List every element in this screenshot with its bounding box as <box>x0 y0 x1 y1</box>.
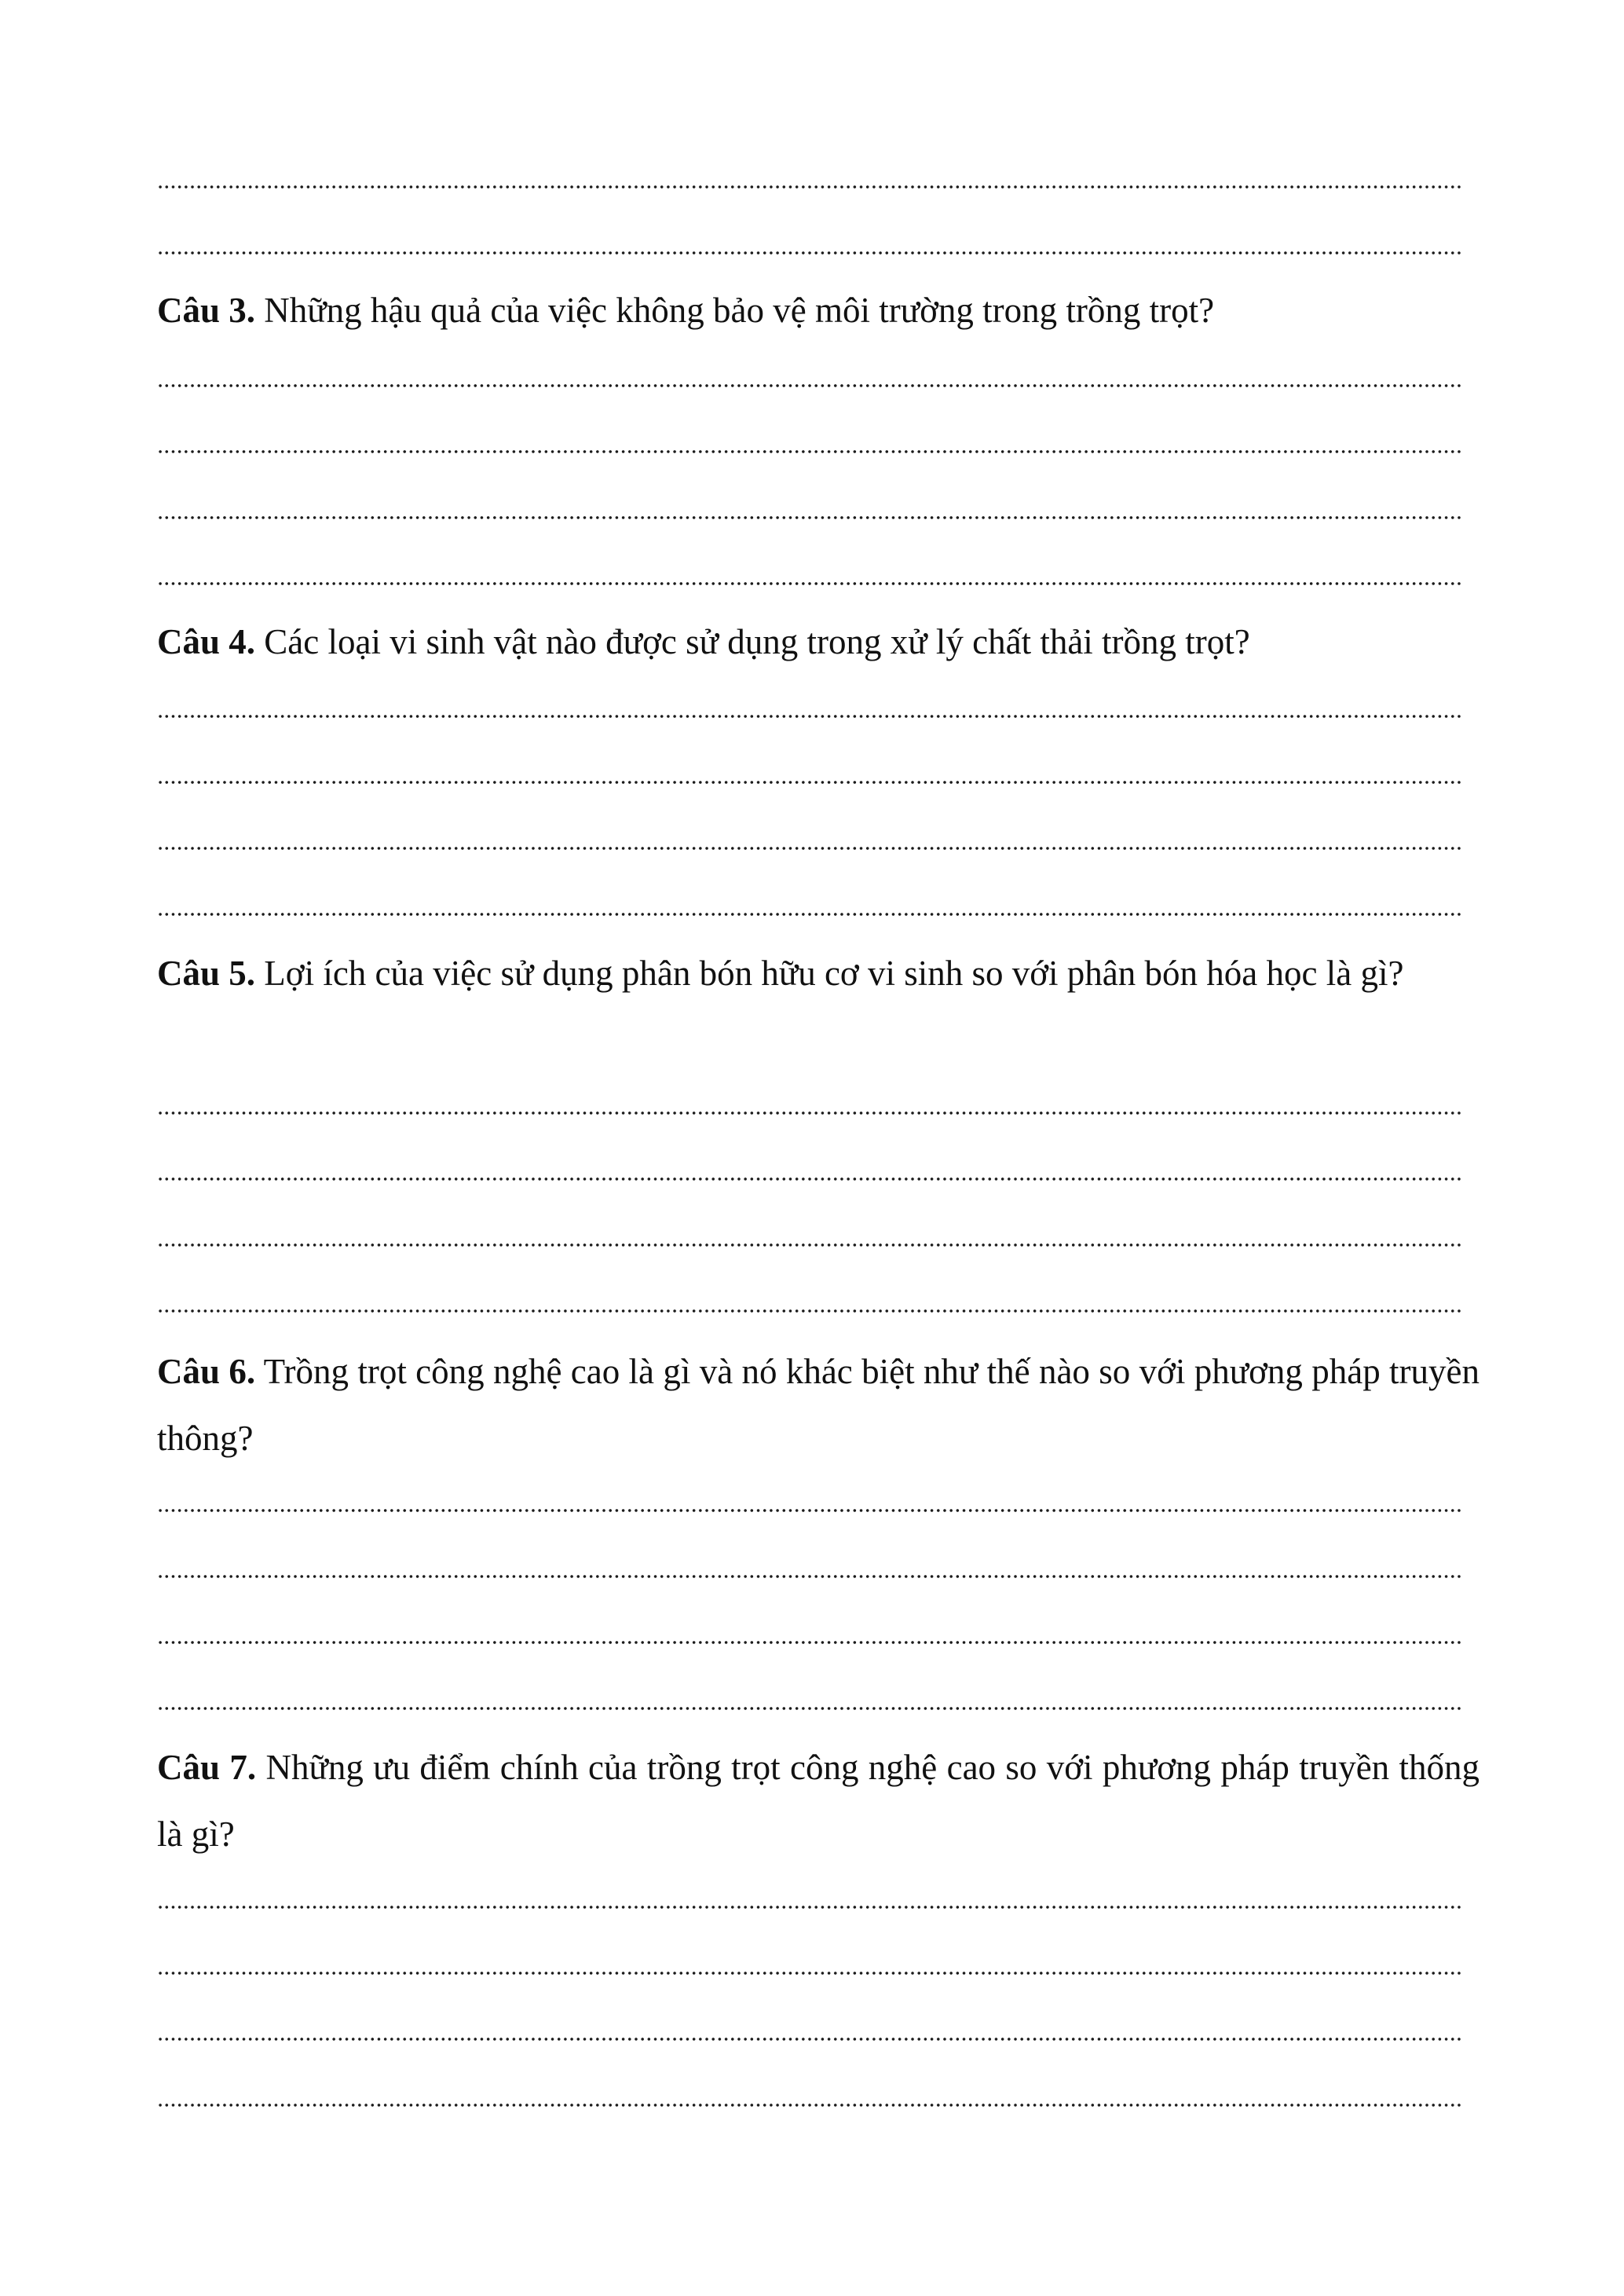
answer-line <box>157 1177 1461 1181</box>
answer-line <box>157 1309 1461 1313</box>
question-label: Câu 5. <box>157 954 256 993</box>
answer-line <box>157 185 1461 189</box>
answer-line <box>157 847 1461 850</box>
answer-line <box>157 2104 1461 2107</box>
question-6 <box>157 1338 1480 1472</box>
question-label: Câu 7. <box>157 1748 257 1787</box>
answer-line <box>157 1575 1461 1578</box>
answer-line <box>157 2038 1461 2041</box>
answer-line <box>157 781 1461 784</box>
question-text: Những ưu điểm chính của trồng trọt công nghệ cao so với phương pháp truyền thống là gì? <box>157 1748 1480 1854</box>
answer-line <box>157 1509 1461 1512</box>
question-label: Câu 4. <box>157 622 256 661</box>
question-3 <box>157 277 1480 344</box>
answer-line <box>157 582 1461 585</box>
answer-line <box>157 1641 1461 1644</box>
answer-line <box>157 1707 1461 1710</box>
answer-line <box>157 251 1461 255</box>
question-7 <box>157 1734 1480 1868</box>
question-label: Câu 3. <box>157 291 256 330</box>
question-text: Trồng trọt công nghệ cao là gì và nó khác biệt như thế nào so với phương pháp truyền thông? <box>157 1352 1480 1458</box>
answer-line <box>157 384 1461 387</box>
answer-line <box>157 1972 1461 1975</box>
answer-line <box>157 450 1461 453</box>
question-4 <box>157 609 1480 676</box>
answer-line <box>157 1906 1461 1909</box>
answer-line <box>157 516 1461 519</box>
question-label: Câu 6. <box>157 1352 256 1391</box>
answer-line <box>157 1111 1461 1115</box>
answer-line <box>157 715 1461 718</box>
question-text: Lợi ích của việc sử dụng phân bón hữu cơ vi sinh so với phân bón hóa học là gì? <box>255 954 1404 993</box>
question-5 <box>157 940 1480 1007</box>
answer-line <box>157 1243 1461 1247</box>
answer-line <box>157 913 1461 916</box>
question-text: Các loại vi sinh vật nào được sử dụng trong xử lý chất thải trồng trọt? <box>255 622 1250 661</box>
question-text: Những hậu quả của việc không bảo vệ môi trường trong trồng trọt? <box>255 291 1215 330</box>
